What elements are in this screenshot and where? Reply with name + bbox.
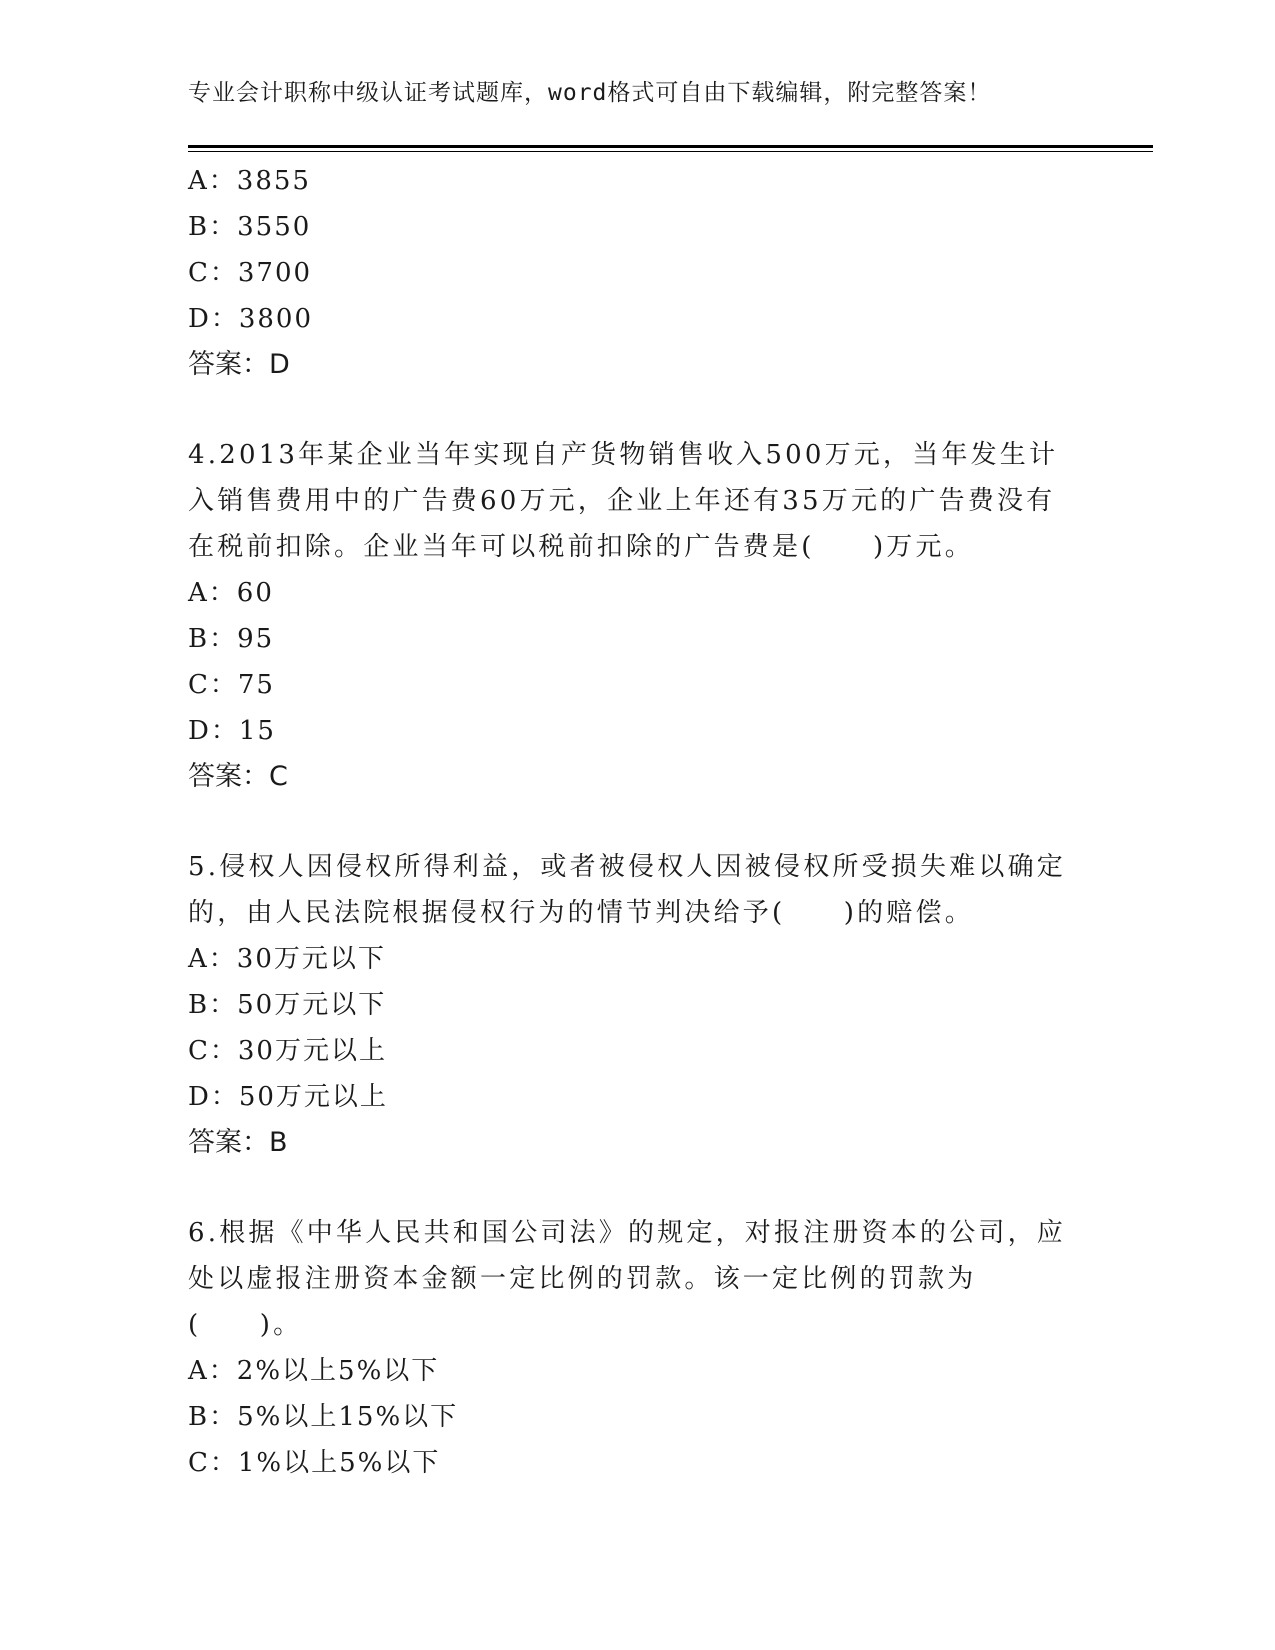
question-3 — [188, 158, 1088, 388]
question-stem: 4.2013年某企业当年实现自产货物销售收入500万元，当年发生计入销售费用中的广告费60万元，企业上年还有35万元的广告费没有在税前扣除。企业当年可以税前扣除的广告费是( )万元。 — [188, 440, 1059, 562]
option-a: A：60 — [188, 578, 274, 608]
answer: 答案：D — [188, 349, 290, 380]
option-c: C：75 — [188, 670, 275, 700]
question-stem: 5.侵权人因侵权所得利益，或者被侵权人因被侵权所受损失难以确定的，由人民法院根据侵权行为的情节判决给予( )的赔偿。 — [188, 852, 1067, 928]
option-c: C：30万元以上 — [188, 1036, 387, 1066]
spacer — [188, 388, 1088, 432]
option-a: A：30万元以下 — [188, 944, 386, 974]
spacer — [188, 1166, 1088, 1210]
option-d: D：3800 — [188, 304, 314, 334]
option-c: C：1%以上5%以下 — [188, 1448, 441, 1478]
header-rule-thick — [188, 145, 1153, 148]
spacer — [188, 800, 1088, 844]
question-5 — [188, 844, 1088, 1166]
page-header: 专业会计职称中级认证考试题库，word格式可自由下载编辑，附完整答案！ — [188, 80, 992, 106]
option-d: D：50万元以上 — [188, 1082, 388, 1112]
option-b: B：3550 — [188, 212, 312, 242]
option-b: B：95 — [188, 624, 275, 654]
option-a: A：3855 — [188, 166, 311, 196]
answer: 答案：C — [188, 761, 288, 792]
question-6 — [188, 1210, 1088, 1486]
question-content — [188, 158, 1088, 1486]
option-c: C：3700 — [188, 258, 313, 288]
option-b: B：50万元以下 — [188, 990, 387, 1020]
header-rule-thin — [188, 151, 1153, 152]
option-a: A：2%以上5%以下 — [188, 1356, 440, 1386]
option-d: D：15 — [188, 716, 276, 746]
option-b: B：5%以上15%以下 — [188, 1402, 459, 1432]
answer: 答案：B — [188, 1127, 288, 1158]
question-stem: 6.根据《中华人民共和国公司法》的规定，对报注册资本的公司，应处以虚报注册资本金额一定比例的罚款。该一定比例的罚款为( )。 — [188, 1218, 1067, 1340]
question-4 — [188, 432, 1088, 800]
